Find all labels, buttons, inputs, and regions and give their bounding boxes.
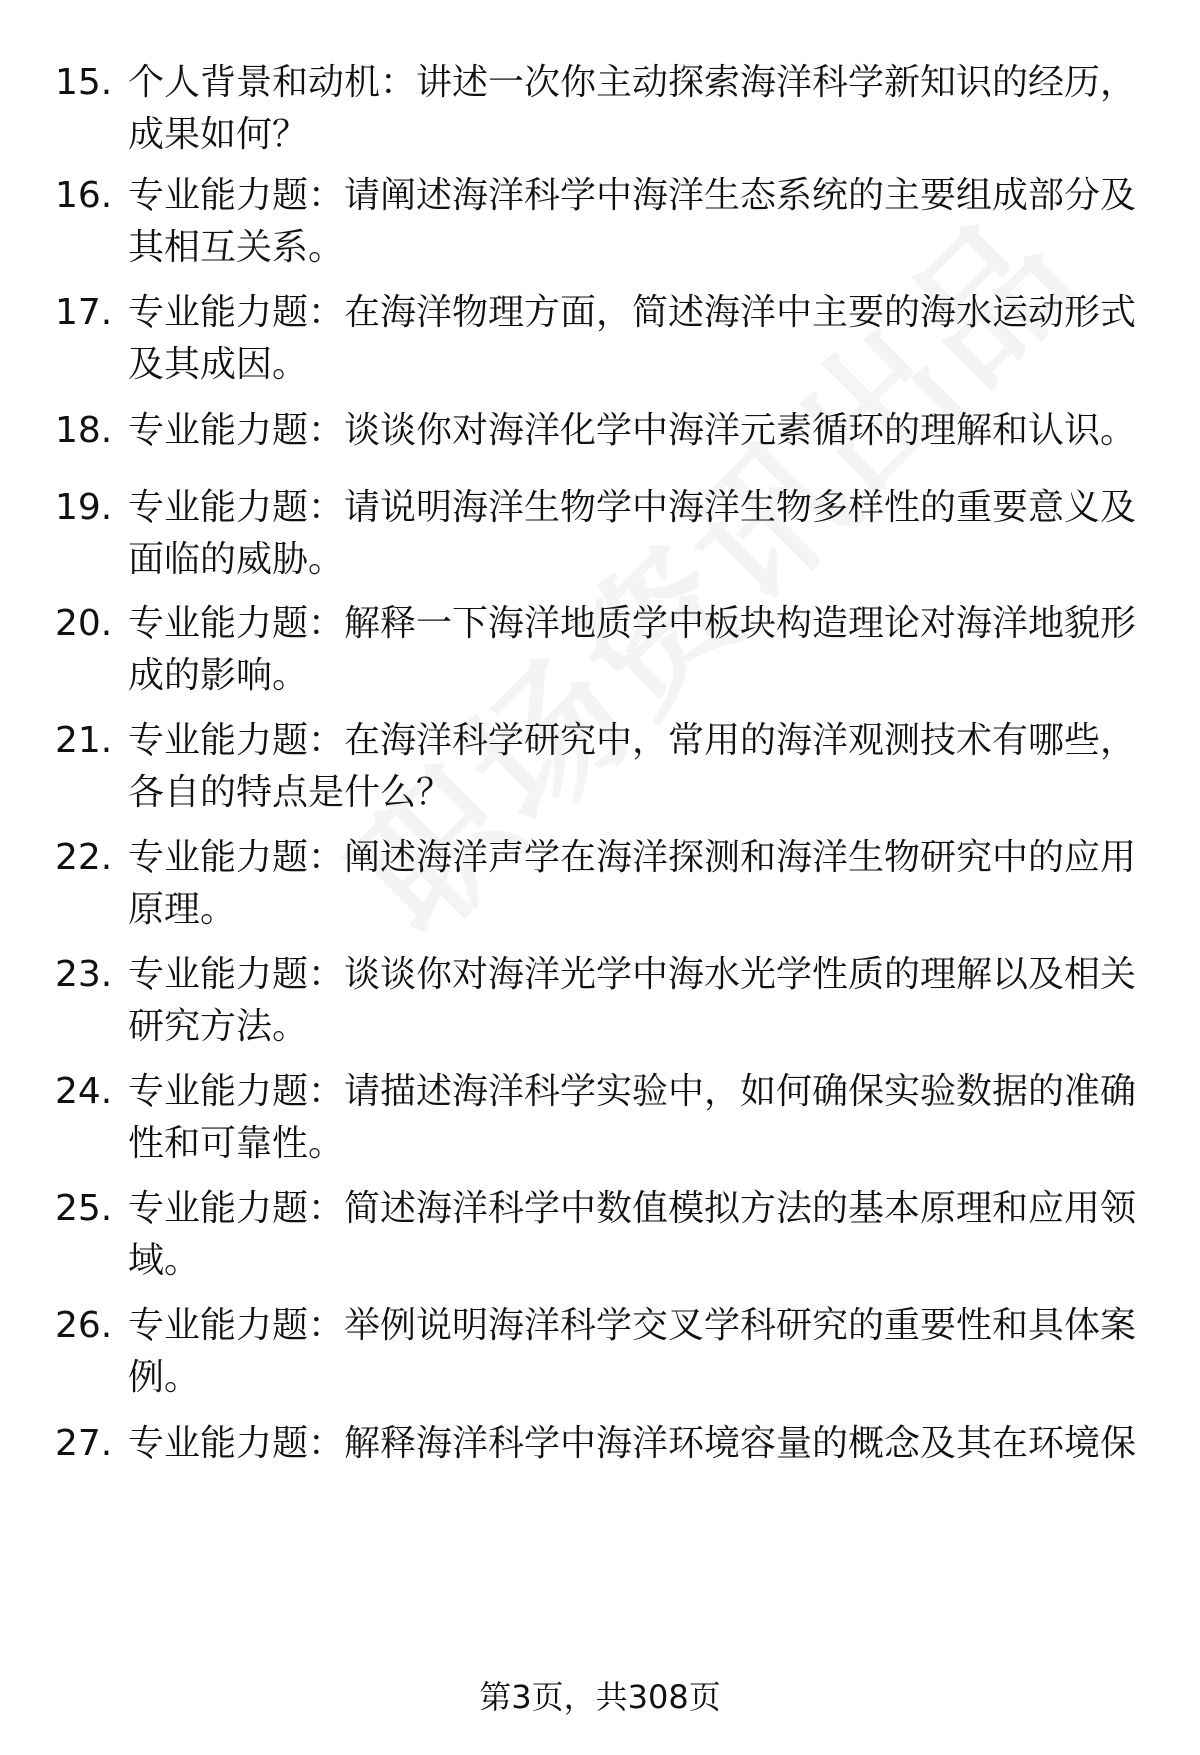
question-text: 个人背景和动机：讲述一次你主动探索海洋科学新知识的经历，成果如何？ <box>128 62 1137 155</box>
question-number: 18. <box>55 410 113 451</box>
question-text: 专业能力题：解释海洋科学中海洋环境容量的概念及其在环境保 <box>128 1423 1137 1464</box>
question-number: 26. <box>55 1305 113 1346</box>
question-text: 专业能力题：请说明海洋生物学中海洋生物多样性的重要意义及面临的威胁。 <box>128 487 1137 580</box>
question-number: 15. <box>55 62 113 103</box>
question-number: 19. <box>55 487 113 528</box>
question-number: 22. <box>55 837 113 878</box>
question-number: 27. <box>55 1423 113 1464</box>
question-number: 20. <box>55 603 113 644</box>
question-text: 专业能力题：举例说明海洋科学交叉学科研究的重要性和具体案例。 <box>128 1305 1137 1398</box>
question-text: 专业能力题：简述海洋科学中数值模拟方法的基本原理和应用领域。 <box>128 1188 1137 1281</box>
question-number: 16. <box>55 175 113 216</box>
question-text: 专业能力题：谈谈你对海洋化学中海洋元素循环的理解和认识。 <box>128 410 1137 451</box>
question-text: 专业能力题：解释一下海洋地质学中板块构造理论对海洋地貌形成的影响。 <box>128 603 1137 696</box>
question-number: 21. <box>55 720 113 761</box>
page-footer: 第3页，共308页 <box>479 1678 721 1716</box>
question-number: 17. <box>55 292 113 333</box>
question-number: 23. <box>55 954 113 995</box>
question-text: 专业能力题：在海洋科学研究中，常用的海洋观测技术有哪些，各自的特点是什么？ <box>128 720 1137 813</box>
question-text: 专业能力题：请阐述海洋科学中海洋生态系统的主要组成部分及其相互关系。 <box>128 175 1137 268</box>
question-text: 专业能力题：谈谈你对海洋光学中海水光学性质的理解以及相关研究方法。 <box>128 954 1137 1047</box>
question-number: 25. <box>55 1188 113 1229</box>
question-text: 专业能力题：在海洋物理方面，简述海洋中主要的海水运动形式及其成因。 <box>128 292 1137 385</box>
question-text: 专业能力题：请描述海洋科学实验中，如何确保实验数据的准确性和可靠性。 <box>128 1071 1137 1164</box>
question-number: 24. <box>55 1071 113 1112</box>
question-text: 专业能力题：阐述海洋声学在海洋探测和海洋生物研究中的应用原理。 <box>128 837 1137 930</box>
